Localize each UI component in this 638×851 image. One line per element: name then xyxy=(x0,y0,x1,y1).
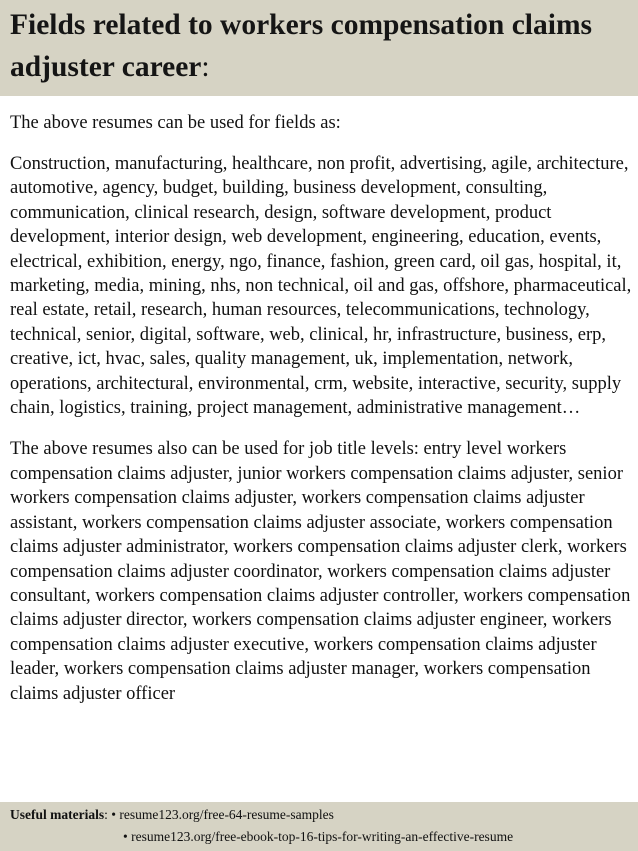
intro-text: The above resumes can be used for fields as: xyxy=(10,113,341,133)
resource-link-ebook[interactable]: • resume123.org/free-ebook-top-16-tips-for-writing-an-effective-resume xyxy=(123,829,514,844)
main-content xyxy=(10,111,636,706)
job-titles-list: The above resumes also can be used for job title levels: entry level workers compensation claims adjuster, junior workers compensation claims adjuster, senior workers compensation claims adjuster, workers compensation claims adjuster assistant, workers compensation claims adjuster associate, workers compensation claims adjuster administrator, workers compensation claims adjuster clerk, workers compensation claims adjuster coordinator, workers compensation claims adjuster consultant, workers compensation claims adjuster controller, workers compensation claims adjuster director, workers compensation claims adjuster engineer, workers compensation claims adjuster executive, workers compensation claims adjuster leader, workers compensation claims adjuster manager, workers compensation claims adjuster officer xyxy=(10,439,631,704)
footer-row-1 xyxy=(10,804,334,826)
footer-band xyxy=(0,802,638,851)
header-band xyxy=(0,0,638,96)
page-title-colon: : xyxy=(201,51,210,83)
page-title-text: Fields related to workers compensation claims adjuster career xyxy=(10,9,593,83)
page-title xyxy=(10,4,630,88)
resource-link-samples[interactable]: • resume123.org/free-64-resume-samples xyxy=(111,807,334,822)
footer-row-2 xyxy=(123,826,513,848)
useful-materials-separator: : xyxy=(104,807,112,822)
fields-list: Construction, manufacturing, healthcare, non profit, advertising, agile, architecture, automotive, agency, budget, building, business development, consulting, communication, clinical research, design, software development, product development, interior design, web development, engineering, education, events, electrical, exhibition, energy, ngo, finance, fashion, green card, oil gas, hospital, it, marketing, media, mining, nhs, non technical, oil and gas, offshore, pharmaceutical, real estate, retail, research, human resources, telecommunications, technology, technical, senior, digital, software, web, clinical, hr, infrastructure, business, erp, creative, ict, hvac, sales, quality management, uk, implementation, network, operations, architectural, environmental, crm, website, interactive, security, supply chain, logistics, training, project management, administrative management… xyxy=(10,154,632,419)
useful-materials-label: Useful materials xyxy=(10,807,105,822)
